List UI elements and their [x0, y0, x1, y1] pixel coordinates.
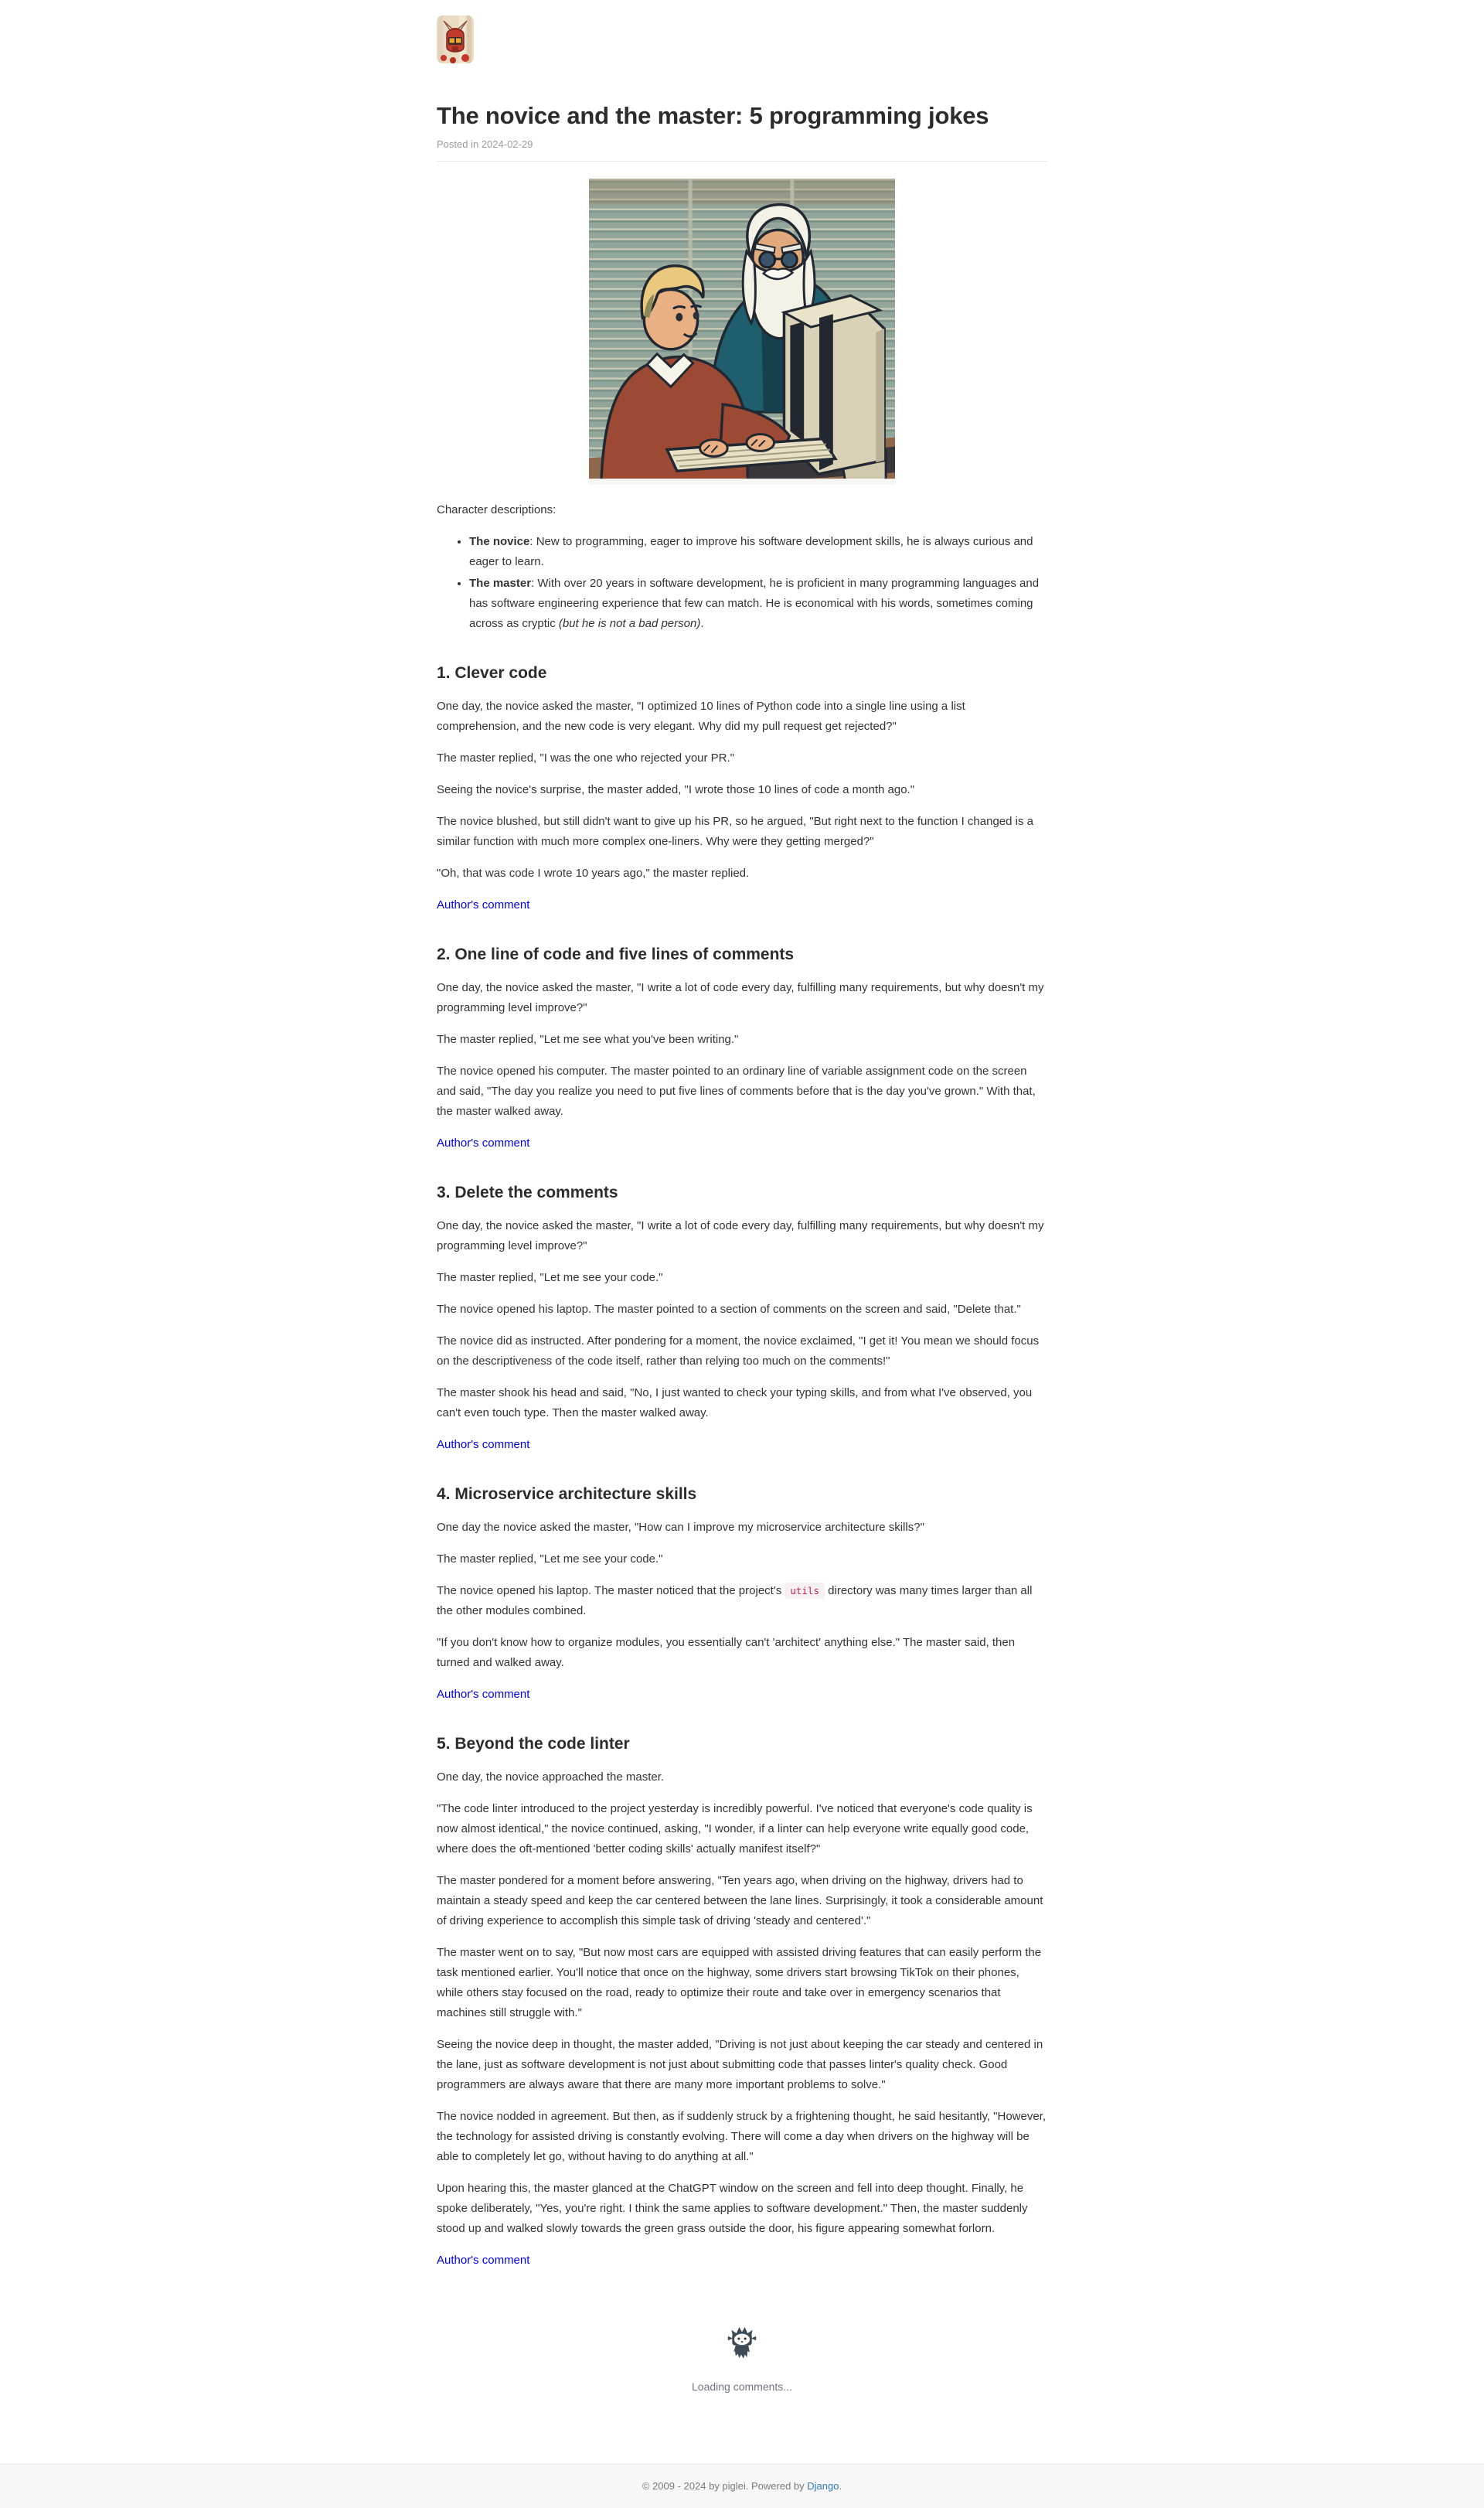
section-heading: 3. Delete the comments [437, 1184, 618, 1201]
section-paragraph: The novice did as instructed. After pondering for a moment, the novice exclaimed, "I get it! You mean we should focus on the descriptiveness of the code itself, rather than relying too much on the comments!" [437, 1334, 1040, 1368]
authors-comment-paragraph [437, 1133, 1047, 1153]
section-paragraph: The novice blushed, but still didn't want to give up his PR, so he argued, "But right next to the function I changed is a similar function with much more complex one-liners. Why were they getting merged?" [437, 815, 1033, 848]
section-paragraph: "The code linter introduced to the project yesterday is incredibly powerful. I've noticed that everyone's code quality is now almost identical," the novice continued, asking, "I wonder, if a linter can help everyone write equally good code, where does the oft-mentioned 'better coding skills' actually manifest itself?" [437, 1802, 1033, 1855]
authors-comment-link[interactable]: Author's comment [437, 1688, 530, 1701]
section-paragraph: Seeing the novice's surprise, the master added, "I wrote those 10 lines of code a month ago." [437, 783, 915, 796]
section-paragraph: One day, the novice asked the master, "I write a lot of code every day, fulfilling many requirements, but why doesn't my programming level improve?" [437, 1219, 1044, 1252]
section-heading: 1. Clever code [437, 664, 547, 682]
section-paragraph: The master replied, "I was the one who rejected your PR." [437, 751, 734, 765]
section-heading: 2. One line of code and five lines of comments [437, 946, 795, 963]
section-paragraph: The master replied, "Let me see what you've been writing." [437, 1033, 739, 1046]
site-logo-link[interactable] [437, 15, 474, 63]
section-paragraph: The master replied, "Let me see your code." [437, 1271, 663, 1284]
authors-comment-paragraph [437, 1435, 1047, 1455]
footer-copyright: © 2009 - 2024 by piglei. Powered by Django. [642, 2480, 842, 2492]
section-paragraph: The master went on to say, "But now most cars are equipped with assisted driving features that can easily perform the task mentioned earlier. You'll notice that once on the highway, some drivers start browsing TikTok on their phones, while others stay focused on the road, ready to optimize their route and take over in emergency scenarios that machines still struggle with." [437, 1946, 1042, 2019]
section-paragraph: The master replied, "Let me see your code." [437, 1552, 663, 1566]
section-heading: 4. Microservice architecture skills [437, 1485, 697, 1503]
post-illustration [437, 179, 1047, 489]
footer-django-link[interactable]: Django [807, 2480, 839, 2492]
site-header [437, 0, 1047, 67]
section-paragraph: The master shook his head and said, "No, I just wanted to check your typing skills, and from what I've observed, you can't even touch type. Then the master walked away. [437, 1386, 1033, 1419]
section-paragraph: The master pondered for a moment before answering, "Ten years ago, when driving on the highway, drivers had to maintain a steady speed and keep the car centered between the lane lines. Surprisingly, it took a considerable amount of driving experience to accomplish this simple task of driving 'steady and centered'." [437, 1874, 1043, 1927]
authors-comment-link[interactable]: Author's comment [437, 1136, 530, 1150]
joke-sections [437, 663, 1047, 2271]
italic-text: (but he is not a bad person) [558, 617, 701, 630]
bold-text: The novice [469, 535, 530, 548]
site-footer [0, 2464, 1484, 2508]
character-list-item: • The novice: New to programming, eager to improve his software development skills, he is always curious and eager to learn. [469, 532, 1047, 572]
post-title: The novice and the master: 5 programming jokes [437, 102, 989, 129]
inline-code: utils [785, 1583, 825, 1599]
authors-comment-link[interactable]: Author's comment [437, 1438, 530, 1451]
authors-comment-paragraph [437, 1685, 1047, 1705]
comments-mascot-icon [437, 2325, 1047, 2360]
section-paragraph: Seeing the novice deep in thought, the master added, "Driving is not just about keeping the car steady and centered in the lane, just as software development is not just about submitting code that passes linter's quality check. Good programmers are always aware that there are many more important problems to solve." [437, 2038, 1043, 2091]
section-paragraph: "Oh, that was code I wrote 10 years ago," the master replied. [437, 867, 750, 880]
character-list [437, 532, 1047, 634]
comments-loading-text: Loading comments... [692, 2380, 792, 2393]
page-container [437, 0, 1047, 2393]
header-divider [437, 161, 1047, 162]
section-paragraph: The novice opened his laptop. The master noticed that the project's utils directory was many times larger than all the other modules combined. [437, 1584, 1033, 1617]
novice-and-master-illustration [589, 179, 895, 485]
section-paragraph: Upon hearing this, the master glanced at the ChatGPT window on the screen and fell into deep thought. Finally, he spoke deliberately, "Yes, you're right. I think the same applies to software development." Then, the master suddenly stood up and walked slowly towards the green grass outside the door, his figure appearing somewhat forlorn. [437, 2182, 1028, 2235]
character-descriptions-intro: Character descriptions: [437, 503, 556, 516]
authors-comment-paragraph [437, 2251, 1047, 2271]
post-body [437, 500, 1047, 2271]
section-paragraph: One day the novice asked the master, "How can I improve my microservice architecture skills?" [437, 1521, 924, 1534]
section-paragraph: One day, the novice asked the master, "I optimized 10 lines of Python code into a single line using a list comprehension, and the new code is very elegant. Why did my pull request get rejected?" [437, 700, 965, 733]
authors-comment-link[interactable]: Author's comment [437, 2254, 530, 2267]
site-logo-robot-image [437, 15, 474, 63]
section-paragraph: "If you don't know how to organize modules, you essentially can't 'architect' anything else." The master said, then turned and walked away. [437, 1636, 1016, 1669]
comments-widget [437, 2325, 1047, 2393]
section-paragraph: One day, the novice asked the master, "I write a lot of code every day, fulfilling many requirements, but why doesn't my programming level improve?" [437, 981, 1044, 1014]
post-date: Posted in 2024-02-29 [437, 138, 533, 150]
blog-post [437, 101, 1047, 2271]
character-list-item: • The master: With over 20 years in software development, he is proficient in many programming languages and has software engineering experience that few can match. He is economical with his words, sometimes coming across as cryptic (but he is not a bad person). [469, 574, 1047, 634]
authors-comment-link[interactable]: Author's comment [437, 898, 530, 912]
section-paragraph: The novice opened his computer. The master pointed to an ordinary line of variable assignment code on the screen and said, "The day you realize you need to put five lines of comments before that is the day you've grown." With that, the master walked away. [437, 1065, 1036, 1118]
section-paragraph: The novice nodded in agreement. But then, as if suddenly struck by a frightening thought, he said hesitantly, "However, the technology for assisted driving is constantly evolving. There will come a day when drivers on the highway will be able to completely let go, without having to do anything at all." [437, 2110, 1047, 2163]
authors-comment-paragraph [437, 895, 1047, 915]
section-paragraph: One day, the novice approached the master. [437, 1770, 665, 1784]
section-paragraph: The novice opened his laptop. The master pointed to a section of comments on the screen and said, "Delete that." [437, 1303, 1021, 1316]
section-heading: 5. Beyond the code linter [437, 1735, 630, 1753]
bold-text: The master [469, 577, 532, 590]
